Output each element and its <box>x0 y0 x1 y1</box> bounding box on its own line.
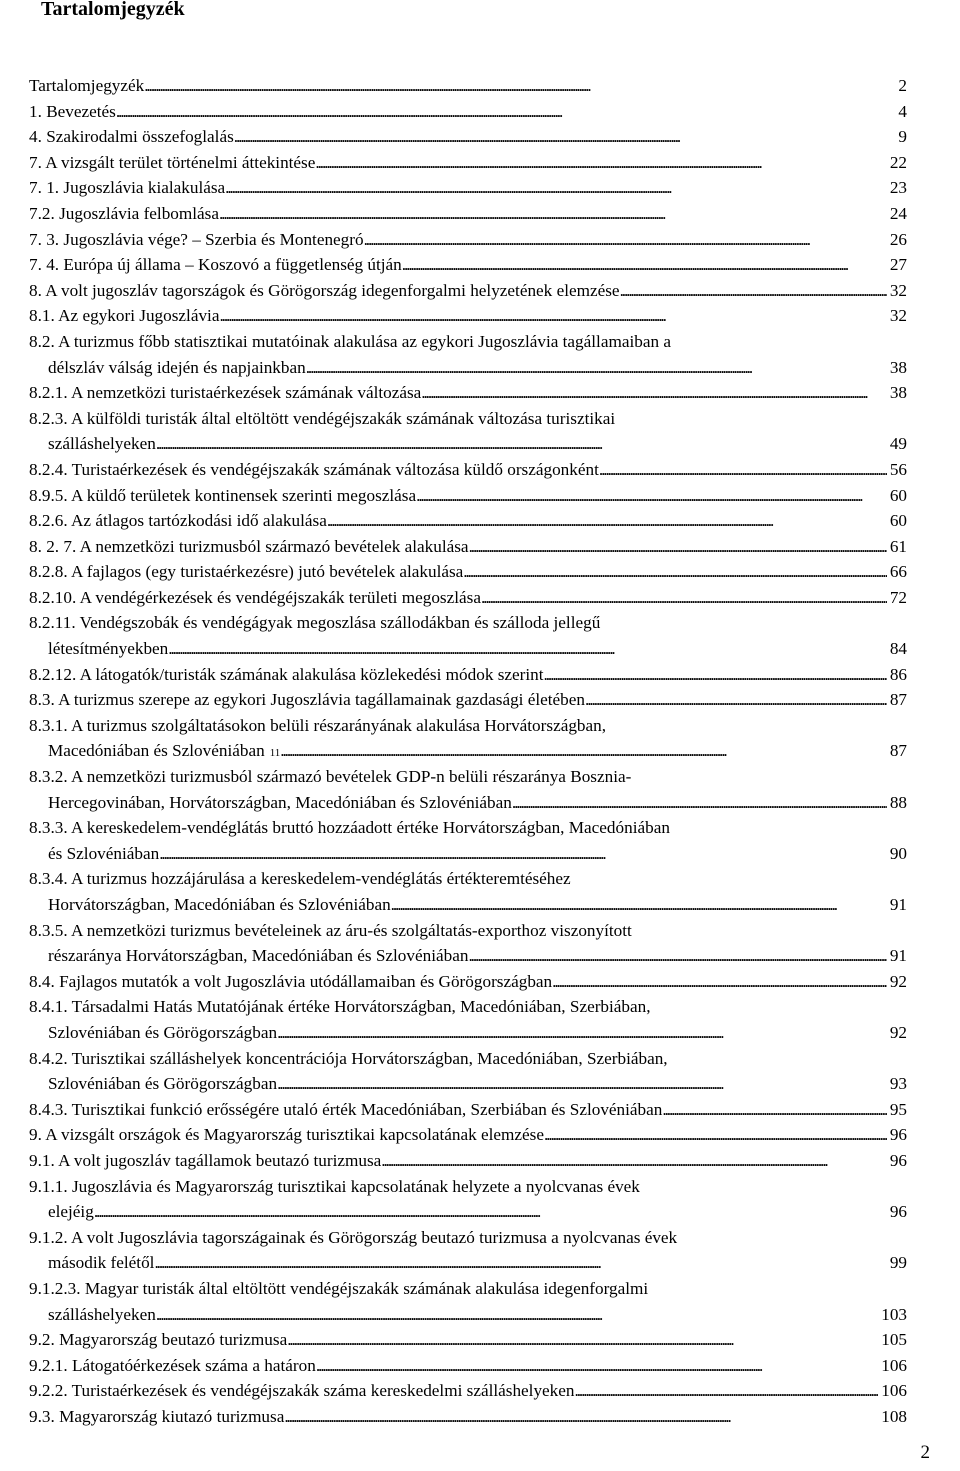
toc-entry-page: 60 <box>889 511 907 531</box>
toc-entry-title: második felétől <box>48 1253 155 1273</box>
dot-leader <box>234 124 896 150</box>
dot-leader <box>219 201 887 227</box>
toc-entry-first-line: 8.4.1. Társadalmi Hatás Mutatójának értéke Horvátországban, Macedóniában, Szerbiában, <box>29 997 651 1017</box>
dot-leader <box>280 738 887 764</box>
dot-leader <box>469 534 887 560</box>
toc-entry-page: 92 <box>889 1022 907 1042</box>
toc-entry-page: 96 <box>889 1202 907 1222</box>
toc-entry-page: 32 <box>889 280 907 300</box>
toc-entry[interactable] <box>29 150 907 176</box>
toc-entry[interactable] <box>29 329 907 380</box>
toc-entry-title: 9.2.1. Látogatóérkezések száma a határon <box>29 1355 316 1375</box>
dot-leader <box>277 1071 887 1097</box>
toc-entry-page: 61 <box>889 536 907 556</box>
toc-entry-title: 7. 3. Jugoszlávia vége? – Szerbia és Montenegró <box>29 229 364 249</box>
toc-entry-page: 108 <box>881 1406 907 1426</box>
toc-entry-page: 106 <box>881 1355 907 1375</box>
toc-entry-title: Macedóniában és Szlovéniában <box>48 741 265 761</box>
toc-entry[interactable] <box>29 918 907 969</box>
toc-entry-page: 22 <box>889 152 907 172</box>
toc-entry[interactable] <box>29 1097 907 1123</box>
toc-entry-page: 106 <box>881 1381 907 1401</box>
toc-entry-title: 8.2.4. Turistaérkezések és vendégéjszakák számának változása küldő országonként <box>29 459 599 479</box>
toc-entry-page: 4 <box>898 101 907 121</box>
dot-leader <box>284 1404 878 1430</box>
toc-entry-title: 1. Bevezetés <box>29 101 116 121</box>
toc-entry[interactable] <box>29 815 907 866</box>
toc-entry-title: 8.2.1. A nemzetközi turistaérkezések számának változása <box>29 383 422 403</box>
toc-entry-first-line: 9.1.2. A volt Jugoszlávia tagországainak és Görögország beutazó turizmusa a nyolcvanas évek <box>29 1227 678 1247</box>
toc-heading: Tartalomjegyzék <box>41 0 185 20</box>
table-of-contents <box>29 73 907 1429</box>
toc-entry-page: 23 <box>889 178 907 198</box>
dot-leader <box>154 1250 886 1276</box>
toc-entry-title: 7. 4. Európa új állama – Koszovó a függetlenség útján <box>29 255 402 275</box>
dot-leader <box>381 1148 887 1174</box>
toc-entry-page: 84 <box>889 639 907 659</box>
toc-entry-first-line: 8.3.1. A turizmus szolgáltatásokon belüli részarányának alakulása Horvátországban, <box>29 715 607 735</box>
toc-entry-page: 26 <box>889 229 907 249</box>
dot-leader <box>402 252 887 278</box>
toc-entry-title: 8.2.12. A látogatók/turisták számának alakulása közlekedési módok szerint <box>29 664 544 684</box>
dot-leader <box>585 687 887 713</box>
dot-leader <box>416 483 887 509</box>
dot-leader <box>481 585 887 611</box>
dot-leader <box>421 380 887 406</box>
dot-leader <box>156 431 887 457</box>
toc-entry-title: 9. A vizsgált országok és Magyarország turisztikai kapcsolatának elemzése <box>29 1125 544 1145</box>
toc-entry[interactable] <box>29 1046 907 1097</box>
dot-leader <box>156 1302 878 1328</box>
dot-leader <box>168 636 887 662</box>
toc-entry[interactable] <box>29 124 907 150</box>
toc-entry-title: 7. A vizsgált terület történelmi áttekintése <box>29 152 316 172</box>
toc-entry[interactable] <box>29 994 907 1045</box>
toc-entry-title: 8.4.3. Turisztikai funkció erősségére utaló érték Macedóniában, Szerbiában és Szlovéniában <box>29 1099 663 1119</box>
page-number: 2 <box>920 1442 930 1463</box>
toc-entry[interactable] <box>29 1225 907 1276</box>
toc-entry-title: szálláshelyeken <box>48 434 156 454</box>
toc-entry-title: 8. 2. 7. A nemzetközi turizmusból származó bevételek alakulása <box>29 536 469 556</box>
toc-entry-title: 8.4. Fajlagos mutatók a volt Jugoszlávia utódállamaiban és Görögországban <box>29 971 553 991</box>
toc-entry-title: 9.3. Magyarország kiutazó turizmusa <box>29 1406 285 1426</box>
dot-leader <box>620 278 887 304</box>
toc-entry-first-line: 8.3.4. A turizmus hozzájárulása a kereskedelem-vendéglátás értékteremtéséhez <box>29 869 571 889</box>
toc-entry-title: 8. A volt jugoszláv tagországok és Görögország idegenforgalmi helyzetének elemzése <box>29 280 620 300</box>
toc-entry-page: 86 <box>889 664 907 684</box>
dot-leader <box>552 969 887 995</box>
toc-entry-page: 24 <box>889 203 907 223</box>
toc-entry-title: 9.1. A volt jugoszláv tagállamok beutazó turizmusa <box>29 1150 382 1170</box>
toc-entry[interactable] <box>29 227 907 253</box>
toc-entry-page: 95 <box>889 1099 907 1119</box>
dot-leader <box>219 303 886 329</box>
toc-entry-title: délszláv válság idején és napjainkban <box>48 357 306 377</box>
toc-entry-page: 32 <box>889 306 907 326</box>
toc-entry[interactable]: 8.3.1. A turizmus szolgáltatásokon belüli részarányának alakulása Horvátországban, Macedóniában és Szlovéniában 11 . . . 87 <box>29 713 907 764</box>
toc-entry-page: 103 <box>881 1304 907 1324</box>
dot-leader <box>544 1122 887 1148</box>
toc-entry-page: 66 <box>889 562 907 582</box>
toc-entry-page: 91 <box>889 895 907 914</box>
toc-entry-title: 7. 1. Jugoszlávia kialakulása <box>29 178 226 198</box>
toc-entry[interactable] <box>29 483 907 509</box>
toc-entry-title: részaránya Horvátországban, Macedóniában és Szlovéniában <box>48 946 469 966</box>
toc-entry-title: 7.2. Jugoszlávia felbomlása <box>29 203 219 223</box>
dot-leader <box>512 790 887 816</box>
toc-entry[interactable] <box>29 585 907 611</box>
toc-entry[interactable] <box>29 1378 907 1404</box>
toc-entry-page: 72 <box>889 587 907 607</box>
toc-entry-page: 9 <box>898 127 907 147</box>
toc-entry-page: 93 <box>889 1074 907 1094</box>
toc-entry-title: Szlovéniában és Görögországban <box>48 1074 278 1094</box>
toc-entry-page: 56 <box>889 459 907 479</box>
toc-entry[interactable] <box>29 1353 907 1379</box>
toc-entry-page: 92 <box>889 971 907 991</box>
dot-leader <box>144 73 895 99</box>
toc-entry-title: elejéig <box>48 1202 94 1222</box>
toc-entry[interactable] <box>29 201 907 227</box>
toc-entry-page: 60 <box>889 485 907 505</box>
toc-entry[interactable] <box>29 1148 907 1174</box>
toc-entry[interactable] <box>29 866 907 917</box>
dot-leader <box>468 943 886 969</box>
dot-leader <box>391 892 887 918</box>
toc-entry[interactable] <box>29 1276 907 1327</box>
toc-entry[interactable] <box>29 1174 907 1225</box>
toc-entry-title: Horvátországban, Macedóniában és Szlovéniában <box>48 895 391 914</box>
toc-entry-page: 27 <box>889 255 907 275</box>
toc-entry-first-line: 8.4.2. Turisztikai szálláshelyek koncentrációja Horvátországban, Macedóniában, Szerbiában, <box>29 1048 668 1068</box>
toc-entry-title: 8.2.10. A vendégérkezések és vendégéjszakák területi megoszlása <box>29 587 481 607</box>
dot-leader <box>277 1020 887 1046</box>
toc-entry[interactable] <box>29 1327 907 1353</box>
toc-entry-first-line: 8.3.2. A nemzetközi turizmusból származó bevételek GDP-n belüli részaránya Bosznia- <box>29 767 632 787</box>
toc-entry[interactable] <box>29 278 907 304</box>
toc-entry-page: 99 <box>889 1253 907 1273</box>
toc-entry-page: 87 <box>889 690 907 710</box>
toc-entry[interactable] <box>29 175 907 201</box>
toc-entry[interactable] <box>29 687 907 713</box>
toc-entry-page: 88 <box>889 792 907 812</box>
toc-entry-first-line: 8.2.3. A külföldi turisták által eltöltött vendégéjszakák számának változása turisztikai <box>29 408 616 428</box>
toc-entry-first-line: 8.2.11. Vendégszobák és vendégágyak megoszlása szállodákban és szálloda jellegű <box>29 613 601 633</box>
toc-entry[interactable] <box>29 303 907 329</box>
toc-entry-page: 91 <box>889 946 907 966</box>
toc-entry-page: 2 <box>898 76 907 95</box>
toc-entry-title: 8.2.8. A fajlagos (egy turistaérkezésre) jutó bevételek alakulása <box>29 562 464 582</box>
toc-entry[interactable] <box>29 99 907 125</box>
toc-entry-page: 38 <box>889 383 907 403</box>
toc-entry[interactable] <box>29 252 907 278</box>
toc-entry-title: 8.2.6. Az átlagos tartózkodási idő alakulása <box>29 511 327 531</box>
toc-entry-first-line: 8.3.5. A nemzetközi turizmus bevételeinek az áru-és szolgáltatás-exporthoz viszonyított <box>29 920 632 940</box>
toc-entry-title: létesítményekben <box>48 639 169 659</box>
dot-leader <box>159 841 887 867</box>
dot-leader <box>575 1378 879 1404</box>
toc-entry-title: Szlovéniában és Görögországban <box>48 1022 278 1042</box>
toc-entry-title: Tartalomjegyzék <box>29 76 145 95</box>
toc-entry[interactable] <box>29 559 907 585</box>
toc-entry[interactable] <box>29 969 907 995</box>
toc-entry[interactable] <box>29 662 907 688</box>
toc-entry-page: 49 <box>889 434 907 454</box>
toc-entry[interactable] <box>29 1404 907 1430</box>
toc-entry-page: 96 <box>889 1150 907 1170</box>
dot-leader <box>463 559 887 585</box>
toc-entry[interactable] <box>29 457 907 483</box>
toc-entry-title: 4. Szakirodalmi összefoglalás <box>29 127 234 147</box>
toc-entry[interactable] <box>29 508 907 534</box>
dot-leader <box>544 662 887 688</box>
dot-leader <box>327 508 887 534</box>
dot-leader <box>94 1199 887 1225</box>
dot-leader <box>116 99 896 125</box>
toc-entry-first-line: 8.3.3. A kereskedelem-vendéglátás bruttó hozzáadott értéke Horvátországban, Macedóniában <box>29 818 670 838</box>
toc-entry[interactable] <box>29 534 907 560</box>
dot-leader <box>662 1097 886 1123</box>
toc-entry-title: 9.2. Magyarország beutazó turizmusa <box>29 1330 288 1350</box>
dot-leader <box>316 1353 878 1379</box>
toc-entry-title: 8.9.5. A küldő területek kontinensek szerinti megoszlása <box>29 485 417 505</box>
toc-entry-title: és Szlovéniában <box>48 843 160 863</box>
toc-entry-page: 87 <box>889 741 907 761</box>
toc-entry[interactable] <box>29 406 907 457</box>
toc-entry[interactable] <box>29 1122 907 1148</box>
toc-entry[interactable] <box>29 380 907 406</box>
dot-leader <box>225 175 887 201</box>
toc-entry-page: 96 <box>889 1125 907 1145</box>
dot-leader <box>364 227 887 253</box>
dot-leader <box>287 1327 878 1353</box>
toc-entry-title: 8.3. A turizmus szerepe az egykori Jugoszlávia tagállamainak gazdasági életében <box>29 690 585 710</box>
toc-entry[interactable] <box>29 610 907 661</box>
toc-entry-page: 105 <box>881 1330 907 1350</box>
dot-leader <box>306 355 887 381</box>
toc-entry-title: szálláshelyeken <box>48 1304 156 1324</box>
toc-entry-title: 8.1. Az egykori Jugoszlávia <box>29 306 220 326</box>
toc-entry-page: 38 <box>889 357 907 377</box>
toc-entry[interactable] <box>29 764 907 815</box>
toc-entry-first-line: 8.2. A turizmus főbb statisztikai mutatóinak alakulása az egykori Jugoszlávia tagállamaiban a <box>29 331 671 351</box>
toc-entry[interactable] <box>29 73 907 99</box>
toc-entry-first-line: 9.1.2.3. Magyar turisták által eltöltött vendégéjszakák számának alakulása idegenforgalmi <box>29 1278 649 1298</box>
dot-leader <box>599 457 887 483</box>
toc-entry-title: 9.2.2. Turistaérkezések és vendégéjszakák száma kereskedelmi szálláshelyeken <box>29 1381 575 1401</box>
toc-entry-first-line: 9.1.1. Jugoszlávia és Magyarország turisztikai kapcsolatának helyzete a nyolcvanas évek <box>29 1176 640 1196</box>
toc-entry-page: 90 <box>889 843 907 863</box>
toc-entry-title: Hercegovinában, Horvátországban, Macedóniában és Szlovéniában <box>48 792 512 812</box>
dot-leader <box>315 150 886 176</box>
